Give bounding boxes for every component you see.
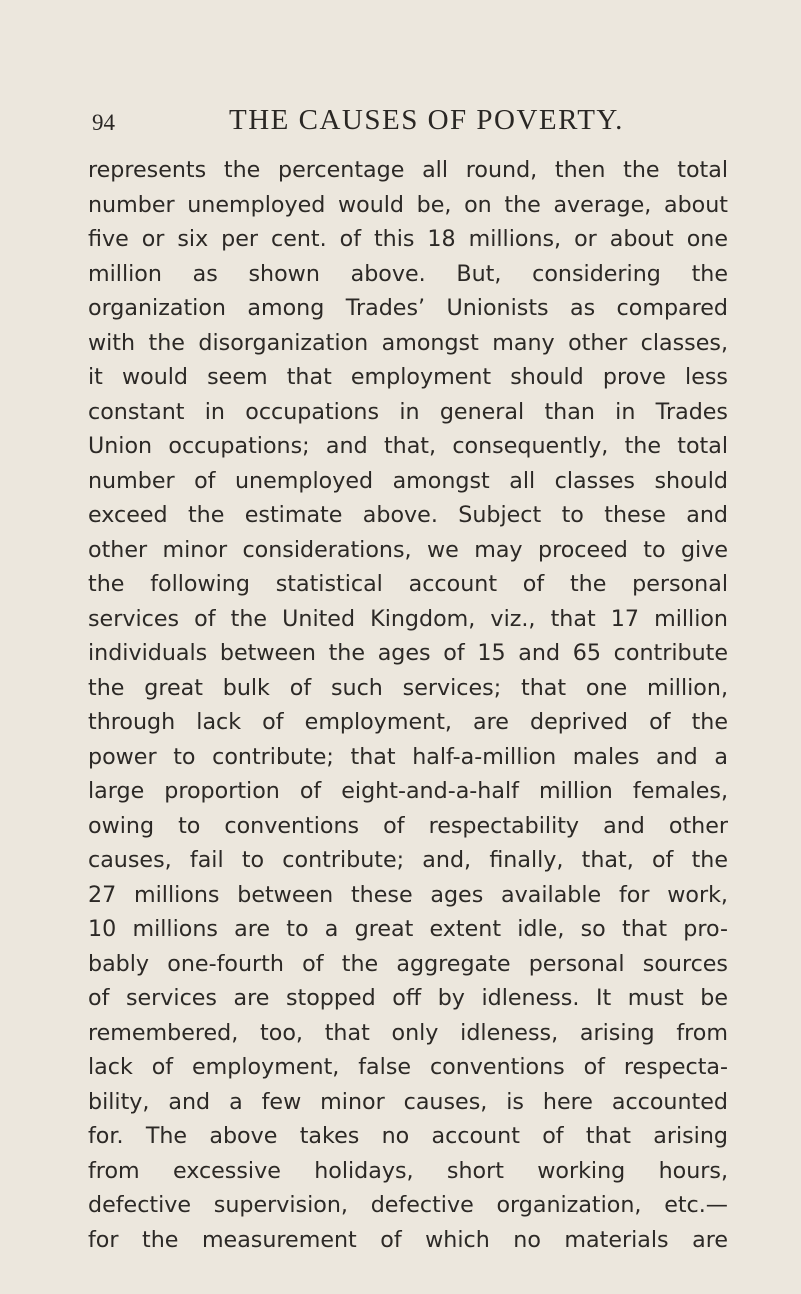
text-line: of services are stopped off by idleness. It must be [88, 985, 728, 1011]
text-line: five or six per cent. of this 18 millions, or about one [88, 226, 728, 252]
page-header [92, 104, 732, 144]
text-line: power to contribute; that half-a-million males and a [88, 743, 728, 770]
text-line: for. The above takes no account of that arising [88, 1123, 728, 1149]
text-line: exceed the estimate above. Subject to these and [88, 502, 728, 528]
text-line: million as shown above. But, considering the [88, 260, 728, 287]
text-line: number of unemployed amongst all classes should [88, 467, 728, 494]
running-head: THE CAUSES OF POVERTY. [229, 104, 624, 136]
text-line: it would seem that employment should prove less [88, 364, 728, 390]
text-line: remembered, too, that only idleness, arising from [88, 1019, 728, 1046]
text-line: individuals between the ages of 15 and 65 contribute [88, 640, 728, 666]
text-line: for the measurement of which no materials are [88, 1226, 728, 1253]
text-line: 27 millions between these ages available for work, [88, 881, 728, 908]
text-line: through lack of employment, are deprived of the [88, 709, 728, 735]
text-line: services of the United Kingdom, viz., that 17 million [88, 605, 728, 632]
text-line: represents the percentage all round, then the total [88, 157, 728, 183]
text-line: organization among Trades’ Unionists as compared [88, 295, 728, 321]
text-line: large proportion of eight-and-a-half million females, [88, 778, 728, 804]
page-number: 94 [92, 110, 115, 135]
text-line: causes, fail to contribute; and, finally, that, of the [88, 847, 728, 873]
text-line: constant in occupations in general than in Trades [88, 398, 728, 425]
body-text [88, 153, 728, 1257]
text-line: lack of employment, false conventions of respecta- [88, 1054, 728, 1080]
text-line: number unemployed would be, on the average, about [88, 191, 728, 218]
text-line: other minor considerations, we may proceed to give [88, 536, 728, 563]
text-line: owing to conventions of respectability and other [88, 812, 728, 839]
text-line: Union occupations; and that, consequently, the total [88, 433, 728, 459]
text-line: 10 millions are to a great extent idle, so that pro- [88, 916, 728, 942]
text-line: bility, and a few minor causes, is here accounted [88, 1088, 728, 1115]
text-line: bably one-fourth of the aggregate personal sources [88, 950, 728, 977]
text-line: from excessive holidays, short working hours, [88, 1157, 728, 1184]
text-line: the great bulk of such services; that one million, [88, 674, 728, 701]
text-line: the following statistical account of the personal [88, 571, 728, 597]
text-line: with the disorganization amongst many other classes, [88, 329, 728, 356]
text-line: defective supervision, defective organization, etc.— [88, 1192, 728, 1218]
